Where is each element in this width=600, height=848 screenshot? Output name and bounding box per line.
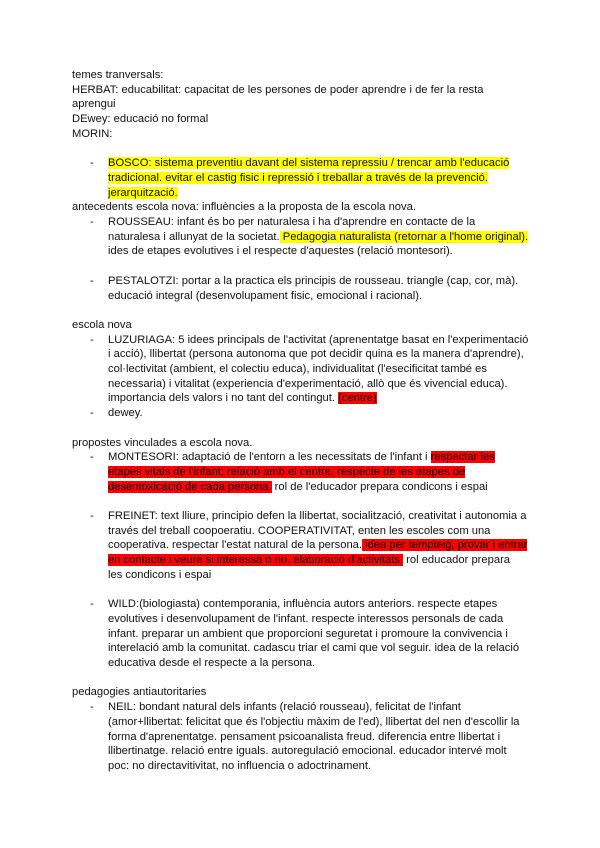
highlight-red: (centre) (338, 392, 377, 405)
text-span: naturalesa i allunyat de la societat. (108, 230, 280, 243)
highlight-yellow: tradicional. evitar el castig fisic i repressió i treballar a través de la prevenció. (108, 171, 488, 184)
bullet-dash: - (90, 333, 94, 346)
text-line: llibertinatge. relació entre iguals. autoregulació emocional. educador intervé molt (108, 745, 507, 758)
list-item-neil (72, 700, 532, 774)
bullet-dash: - (90, 510, 94, 523)
text-span: MONTESORI: adaptació de l'entorn a les necessitats de l'infant i (108, 451, 428, 464)
text-line: forma d'aprenentatge. pensament psicoanalista freud. diferencia entre llibertat i (108, 730, 501, 743)
document-body (72, 68, 532, 774)
highlight-red: en contacte i veure si interessa o no. elaboració d'activitats. (108, 554, 404, 567)
list-item-dewey (72, 406, 532, 421)
text-line: col·lectivitat (ambient, el colectiu educa), individualitat (l'esecificitat també es (108, 363, 487, 376)
spacer (72, 421, 532, 436)
spacer (72, 671, 532, 686)
spacer (72, 494, 532, 509)
highlight-yellow: Pedagogia naturalista (retornar a l'home original). (279, 230, 529, 243)
text-line: les condicons i espai (108, 568, 212, 581)
list-item-luzuriaga (72, 333, 532, 407)
highlight-yellow: BOSCO: sistema preventiu davant del sistema repressiu / trencar amb l'educació (108, 157, 510, 170)
text-span: rol educador prepara (403, 554, 511, 567)
list-item-pestalotzi (72, 274, 532, 303)
text-span: cooperativa. respectar l'estat natural de la persona. (108, 539, 363, 552)
text-line: LUZURIAGA: 5 idees principals de l'activitat (aprenentatge basat en l'experimentació (108, 333, 529, 346)
bullet-dash: - (90, 274, 94, 287)
spacer (72, 142, 532, 157)
text-line: i acció), llibertat (persona autonoma que pot decidir quina es la manera d'aprendre), (108, 348, 524, 361)
text-line: HERBAT: educabilitat: capacitat de les persones de poder aprendre i de fer la resta (72, 83, 484, 96)
bullet-dash: - (90, 216, 94, 229)
text-line: educativa desde el respecte a la persona. (108, 657, 316, 670)
text-line: DEwey: educació no formal (72, 113, 209, 126)
text-line: evolutives i desenvolupament de l'infant. respecte interessos personals de cada (108, 612, 504, 625)
bullet-dash: - (90, 598, 94, 611)
spacer (72, 303, 532, 318)
text-span: importancia dels valors i no tant del contingut. (108, 392, 335, 405)
text-line: educació integral (desenvolupament fisic, emocional i racional). (108, 289, 423, 302)
text-line: dewey. (108, 407, 143, 420)
text-line: necessaria) i vitalitat (experiencia d'experimentació, allò que és vivencial educa). (108, 377, 508, 390)
text-line: NEIL: bondant natural dels infants (relació rousseau), felicitat de l'infant (108, 701, 461, 714)
text-line: MORIN: (72, 127, 113, 140)
highlight-red: idea per tempteig, provar i entrar (362, 539, 528, 552)
text-span: rol de l'educador prepara condicons i espai (271, 480, 488, 493)
section-heading: pedagogies antiautoritaries (72, 686, 207, 699)
bullet-dash: - (90, 407, 94, 420)
section-heading: propostes vinculades a escola nova. (72, 436, 253, 449)
bullet-dash: - (90, 157, 94, 170)
highlight-red: desentoxicació de cada persona. (108, 480, 272, 493)
section-heading: antecedents escola nova: influències a la proposta de la escola nova. (72, 201, 416, 214)
highlight-red: etapes vitals de l'infant; relació amb el centre, respecte de les etapes de (108, 465, 466, 478)
list-item-rousseau (72, 215, 532, 259)
list-item-wild (72, 597, 532, 671)
text-line: ROUSSEAU: infant és bo per naturalesa i ha d'aprendre en contacte de la (108, 216, 476, 229)
list-item-bosco (72, 156, 532, 200)
text-line: través del treball coopoeratiu. COOPERATIVITAT, enten les escoles com una (108, 524, 491, 537)
text-line: infant. preparar un ambient que proporcioni seguretat i promoure la convivencia i (108, 627, 508, 640)
text-line: poc: no directavitivitat, no influencia o adoctrinament. (108, 759, 372, 772)
spacer (72, 259, 532, 274)
text-line: (amor+llibertat: felicitat que és l'objectiu màxim de l'ed), llibertat del nen d'escollir la (108, 715, 520, 728)
text-line: FREINET: text lliure, principio defen la llibertat, socialització, creativitat i autonomia a (108, 510, 527, 523)
text-line: WILD:(biologiasta) contemporania, influència autors anteriors. respecte etapes (108, 598, 498, 611)
bullet-dash: - (90, 451, 94, 464)
text-line: interelació amb la comunitat. cadascu triar el cami que vol seguir. idea de la relació (108, 642, 520, 655)
bullet-dash: - (90, 701, 94, 714)
text-line: ides de etapes evolutives i el respecte d'aquestes (relació montesori). (108, 245, 453, 258)
highlight-yellow: jerarquització. (108, 186, 178, 199)
list-item-montesori (72, 450, 532, 494)
list-item-freinet (72, 509, 532, 583)
text-line: aprengui (72, 98, 116, 111)
text-line: PESTALOTZI: portar a la practica els principis de rousseau. triangle (cap, cor, mà). (108, 274, 519, 287)
section-heading: escola nova (72, 318, 132, 331)
spacer (72, 583, 532, 598)
highlight-red: respectar les (430, 451, 495, 464)
text-line: temes tranversals: (72, 69, 164, 81)
